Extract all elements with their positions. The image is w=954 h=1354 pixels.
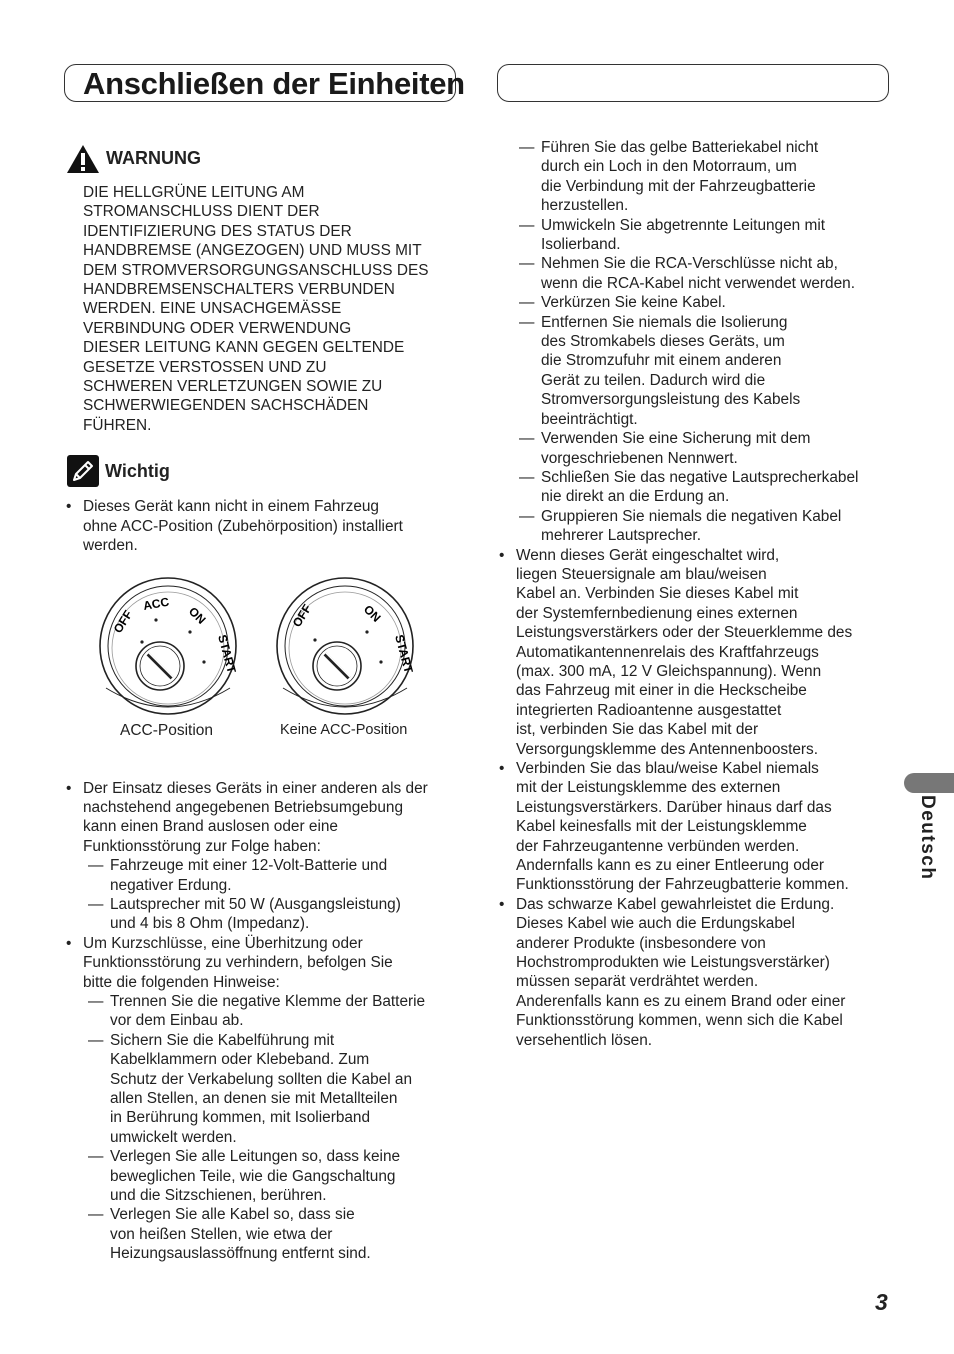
operating-environment-bullet bbox=[64, 779, 464, 857]
acc-off-label: OFF bbox=[110, 607, 136, 636]
dash-line: negativer Erdung. bbox=[110, 876, 232, 894]
dash-line: vorgeschriebenen Nennwert. bbox=[541, 449, 738, 467]
bullet-line: Versorgungsklemme des Antennenboosters. bbox=[516, 740, 819, 758]
dash-item: — Verwenden Sie eine Sicherung mit dem vorgeschriebenen Nennwert. bbox=[497, 429, 897, 468]
bullet-line: • Verbinden Sie das blau/weise Kabel niemals bbox=[516, 760, 819, 777]
acc-start-label: START bbox=[215, 632, 239, 675]
dash-line: umwickelt werden. bbox=[110, 1128, 237, 1146]
dash-item: — Führen Sie das gelbe Batteriekabel nicht durch ein Loch in den Motorraum, um die Verbindung mit der Fahrzeugbatterie herzustellen. bbox=[497, 138, 897, 216]
important-heading-text: Wichtig bbox=[105, 460, 170, 481]
dash-line: in Berührung kommen, mit Isolierband bbox=[110, 1109, 371, 1127]
dash-item: — Entfernen Sie niemals die Isolierung des Stromkabels dieses Geräts, um die Stromzufuhr mit einem anderen Gerät zu teilen. Dadurch wird die Stromversorgungsleistung des Kabels beeinträchtigt. bbox=[497, 313, 897, 429]
dash-line: die Stromzufuhr mit einem anderen bbox=[541, 352, 782, 370]
bullet-line: kann einen Brand auslosen oder eine bbox=[83, 818, 338, 836]
dash-line: Heizungsauslassöffnung entfernt sind. bbox=[110, 1245, 371, 1263]
warning-line: FÜHREN. bbox=[83, 416, 152, 434]
dash-line: nie direkt an die Erdung an. bbox=[541, 488, 730, 506]
dash-line: Schließen Sie das negative Lautsprecherkabel bbox=[541, 468, 859, 486]
dash-line: Verlegen Sie alle Kabel so, dass sie bbox=[110, 1206, 355, 1224]
warning-line: WERDEN. EINE UNSACHGEMÄSSE bbox=[83, 300, 342, 318]
dash-line: Fahrzeuge mit einer 12-Volt-Batterie und bbox=[110, 857, 388, 875]
dash-line: Nehmen Sie die RCA-Verschlüsse nicht ab, bbox=[541, 255, 838, 273]
bullet-line: • Um Kurzschlüsse, eine Überhitzung oder bbox=[83, 934, 363, 952]
bullet-line: müssen separät verdrähtet werden. bbox=[516, 973, 759, 991]
warning-line: STROMANSCHLUSS DIENT DER bbox=[83, 203, 320, 221]
language-label: Deutsch bbox=[917, 795, 938, 881]
dash-item: — Fahrzeuge mit einer 12-Volt-Batterie und negativer Erdung. bbox=[64, 856, 464, 895]
dash-line: Kabelklammern oder Klebeband. Zum bbox=[110, 1051, 370, 1069]
right-column bbox=[497, 138, 897, 1050]
dash-line: Stromversorgungsleistung des Kabels bbox=[541, 391, 801, 409]
title-box bbox=[64, 64, 465, 102]
dash-item: — Verkürzen Sie keine Kabel. bbox=[497, 293, 897, 312]
warning-heading bbox=[66, 143, 464, 175]
warning-line: GESETZE VERSTOSSEN UND ZU bbox=[83, 358, 327, 376]
bullet-line: (max. 300 mA, 12 V Gleichspannung). Wenn bbox=[516, 662, 822, 680]
dash-line: Verwenden Sie eine Sicherung mit dem bbox=[541, 430, 811, 448]
warning-line: SCHWERWIEGENDEN SACHSCHÄDEN bbox=[83, 397, 369, 415]
bullet-line: Leistungsverstärkers oder der Steuerklemme des bbox=[516, 624, 853, 642]
dash-line: Trennen Sie die negative Klemme der Batterie bbox=[110, 992, 426, 1010]
dash-line: mehrerer Lautsprecher. bbox=[541, 527, 701, 545]
bullet-line: Funktionsstörung zur Folge haben: bbox=[83, 837, 321, 855]
bullet-line: ist, verbinden Sie das Kabel mit der bbox=[516, 721, 759, 739]
warning-line: SCHWEREN VERLETZUNGEN SOWIE ZU bbox=[83, 378, 383, 396]
dash-line: Verkürzen Sie keine Kabel. bbox=[541, 294, 726, 312]
pencil-note-icon bbox=[67, 455, 99, 487]
warning-line: DIE HELLGRÜNE LEITUNG AM bbox=[83, 184, 305, 201]
bullet-line: Funktionsstörung kommen, wenn sich die Kabel bbox=[516, 1012, 843, 1030]
bullet-line: nachstehend angegebenen Betriebsumgebung bbox=[83, 798, 404, 816]
page-title: Anschließen der Einheiten bbox=[83, 66, 465, 101]
dash-item: — Verlegen Sie alle Leitungen so, dass keine beweglichen Teile, wie die Gangschaltung und die Sitzschienen, berühren. bbox=[64, 1147, 464, 1205]
dash-line: Umwickeln Sie abgetrennte Leitungen mit bbox=[541, 216, 826, 234]
important-heading bbox=[67, 455, 464, 487]
bullet-line: Automatikantennenrelais des Kraftfahrzeugs bbox=[516, 643, 819, 661]
bullet-line: ohne ACC-Position (Zubehörposition) installiert bbox=[83, 517, 403, 535]
bullet-line: der Fahrzeugantenne verbünden werden. bbox=[516, 837, 800, 855]
bullet-line: Leistungsverstärkers. Darüber hinaus darf das bbox=[516, 798, 832, 816]
dash-item: — Schließen Sie das negative Lautsprecherkabel nie direkt an die Erdung an. bbox=[497, 468, 897, 507]
dash-item: — Umwickeln Sie abgetrennte Leitungen mit Isolierband. bbox=[497, 216, 897, 255]
dash-line: beweglichen Teile, wie die Gangschaltung bbox=[110, 1167, 396, 1185]
control-signal-bullet bbox=[497, 546, 897, 759]
header-empty-box bbox=[497, 64, 889, 102]
warning-line: HANDBREMSE (ANGEZOGEN) UND MUSS MIT bbox=[83, 242, 422, 260]
ignition-figure bbox=[64, 576, 464, 756]
dash-line: Lautsprecher mit 50 W (Ausgangsleistung) bbox=[110, 895, 401, 913]
bullet-line: bitte die folgenden Hinweise: bbox=[83, 973, 280, 991]
dash-line: Schutz der Verkabelung sollten die Kabel an bbox=[110, 1070, 413, 1088]
bullet-line: Funktionsstörung der Fahrzeugbatterie kommen. bbox=[516, 876, 849, 894]
dash-line: herzustellen. bbox=[541, 197, 629, 215]
dash-line: Verlegen Sie alle Leitungen so, dass keine bbox=[110, 1148, 401, 1166]
noacc-on-label: ON bbox=[360, 601, 384, 625]
bullet-line: Funktionsstörung zu verhindern, befolgen Sie bbox=[83, 954, 393, 972]
dash-line: von heißen Stellen, wie etwa der bbox=[110, 1225, 333, 1243]
dash-line: die Verbindung mit der Fahrzeugbatterie bbox=[541, 177, 816, 195]
ground-cable-bullet bbox=[497, 895, 897, 1050]
acc-acc-label: ACC bbox=[142, 594, 171, 613]
dash-line: durch ein Loch in den Motorraum, um bbox=[541, 158, 797, 176]
bullet-line: versehentlich lösen. bbox=[516, 1031, 653, 1049]
warning-line: DEM STROMVERSORGUNGSANSCHLUSS DES bbox=[83, 261, 429, 279]
bullet-line: Andernfalls kann es zu einer Entleerung oder bbox=[516, 857, 825, 875]
dash-line: vor dem Einbau ab. bbox=[110, 1012, 244, 1030]
warning-line: IDENTIFIZIERUNG DES STATUS DER bbox=[83, 222, 352, 240]
noacc-start-label: START bbox=[392, 632, 416, 675]
bullet-line: mit der Leistungsklemme des externen bbox=[516, 779, 781, 797]
dash-line: Isolierband. bbox=[541, 236, 621, 254]
no-acc-position-caption: Keine ACC-Position bbox=[280, 721, 408, 738]
noacc-off-label: OFF bbox=[289, 601, 315, 630]
dash-line: Entfernen Sie niemals die Isolierung bbox=[541, 313, 788, 331]
important-bullet bbox=[64, 497, 464, 555]
ignition-acc-illustration bbox=[98, 576, 248, 716]
short-circuit-bullet bbox=[64, 934, 464, 992]
warning-line: HANDBREMSENSCHALTERS VERBUNDEN bbox=[83, 281, 395, 299]
ignition-no-acc-illustration bbox=[275, 576, 425, 716]
bullet-line: der Systemfernbedienung eines externen bbox=[516, 604, 798, 622]
warning-triangle-icon bbox=[66, 144, 100, 174]
bullet-line: Dieses Kabel wie auch die Erdungskabel bbox=[516, 915, 795, 933]
bullet-line: Anderenfalls kann es zu einem Brand oder einer bbox=[516, 992, 846, 1010]
bullet-line: • Dieses Gerät kann nicht in einem Fahrzeug bbox=[83, 498, 379, 516]
bullet-line: • Das schwarze Kabel gewahrleistet die Erdung. bbox=[516, 895, 835, 913]
dash-line: Gerät zu teilen. Dadurch wird die bbox=[541, 371, 766, 389]
dash-line: Gruppieren Sie niemals die negativen Kabel bbox=[541, 507, 842, 525]
left-column bbox=[64, 143, 464, 1264]
language-tab bbox=[904, 773, 954, 793]
dash-item: — Sichern Sie die Kabelführung mit Kabelklammern oder Klebeband. Zum Schutz der Verkabelung sollten die Kabel an allen Stellen, an denen sie mit Metallteilen in Berührung kommen, mit Isolierband umwickelt werden. bbox=[64, 1031, 464, 1147]
warning-heading-text: WARNUNG bbox=[106, 148, 201, 169]
warning-line: DIESER LEITUNG KANN GEGEN GELTENDE bbox=[83, 339, 405, 357]
bullet-line: integrierten Radioantenne ausgestattet bbox=[516, 701, 782, 719]
bullet-line: das Fahrzeug mit einer in die Heckscheibe bbox=[516, 682, 807, 700]
bullet-line: anderer Produkte (insbesondere von bbox=[516, 934, 766, 952]
bullet-line: werden. bbox=[83, 537, 138, 555]
blue-white-cable-bullet bbox=[497, 759, 897, 895]
dash-line: und 4 bis 8 Ohm (Impedanz). bbox=[110, 915, 310, 933]
dash-item: — Trennen Sie die negative Klemme der Batterie vor dem Einbau ab. bbox=[64, 992, 464, 1031]
dash-line: wenn die RCA-Kabel nicht verwendet werden. bbox=[541, 274, 855, 292]
acc-on-label: ON bbox=[185, 603, 209, 627]
dash-line: allen Stellen, an denen sie mit Metallteilen bbox=[110, 1090, 398, 1107]
bullet-line: • Der Einsatz dieses Geräts in einer anderen als der bbox=[83, 779, 428, 797]
bullet-line: Kabel keinesfalls mit der Leistungsklemme bbox=[516, 818, 807, 836]
dash-line: Sichern Sie die Kabelführung mit bbox=[110, 1031, 335, 1049]
dash-item: — Nehmen Sie die RCA-Verschlüsse nicht ab, wenn die RCA-Kabel nicht verwendet werden. bbox=[497, 254, 897, 293]
dash-line: beeinträchtigt. bbox=[541, 410, 638, 428]
dash-line: des Stromkabels dieses Geräts, um bbox=[541, 333, 785, 351]
bullet-line: Hochstromprodukten wie Leistungsverstärker) bbox=[516, 954, 830, 972]
acc-position-caption: ACC-Position bbox=[120, 721, 214, 739]
dash-line: Führen Sie das gelbe Batteriekabel nicht bbox=[541, 139, 819, 156]
bullet-line: • Wenn dieses Gerät eingeschaltet wird, bbox=[516, 546, 780, 564]
bullet-line: Kabel an. Verbinden Sie dieses Kabel mit bbox=[516, 585, 799, 603]
page-number: 3 bbox=[875, 1289, 888, 1315]
dash-item: — Lautsprecher mit 50 W (Ausgangsleistung) und 4 bis 8 Ohm (Impedanz). bbox=[64, 895, 464, 934]
dash-item: — Gruppieren Sie niemals die negativen Kabel mehrerer Lautsprecher. bbox=[497, 507, 897, 546]
dash-item: — Verlegen Sie alle Kabel so, dass sie von heißen Stellen, wie etwa der Heizungsauslassöffnung entfernt sind. bbox=[64, 1205, 464, 1263]
warning-line: VERBINDUNG ODER VERWENDUNG bbox=[83, 319, 352, 337]
dash-line: und die Sitzschienen, berühren. bbox=[110, 1187, 327, 1205]
bullet-line: liegen Steuersignale am blau/weisen bbox=[516, 565, 767, 583]
warning-body bbox=[83, 183, 464, 435]
